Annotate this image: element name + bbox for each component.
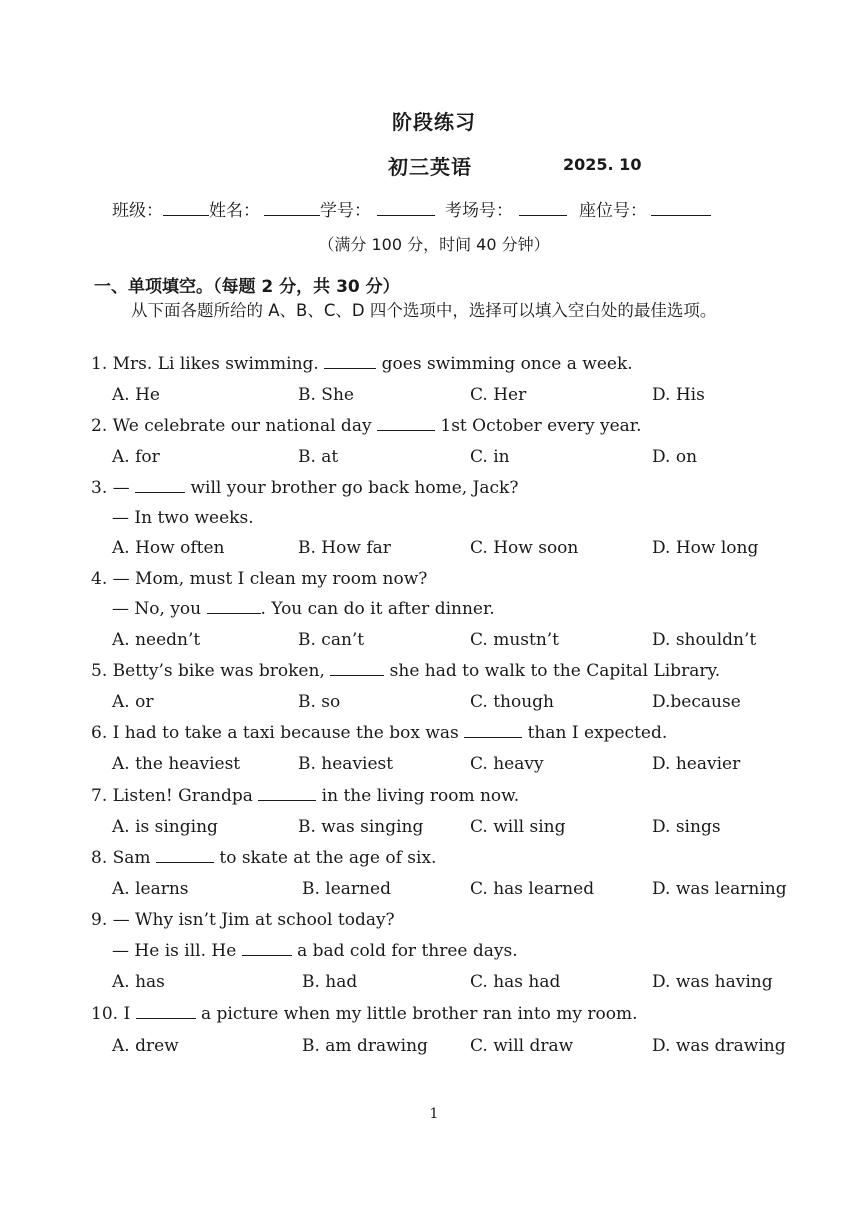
question-number: 9. <box>91 910 108 930</box>
option-a[interactable]: A. drew <box>112 1036 179 1056</box>
option-c[interactable]: C. though <box>470 692 555 712</box>
question-reply <box>112 941 518 961</box>
student-id-blank[interactable] <box>377 199 435 216</box>
option-a[interactable]: A. or <box>112 692 154 712</box>
question-number: 4. <box>91 569 108 589</box>
option-c[interactable]: C. in <box>470 447 510 467</box>
option-c[interactable]: C. heavy <box>470 754 544 774</box>
reply-text-post: a bad cold for three days. <box>291 941 518 961</box>
option-c[interactable]: C. Her <box>470 385 527 405</box>
answer-blank[interactable] <box>135 478 185 493</box>
option-b[interactable]: B. learned <box>302 879 391 899</box>
name-label: 姓名： <box>209 201 260 221</box>
class-label: 班级： <box>112 201 163 221</box>
student-info-row <box>112 196 711 221</box>
reply-text-pre: — No, you <box>112 599 207 619</box>
question-text-pre: Sam <box>112 848 156 868</box>
question-7 <box>91 786 519 806</box>
question-text-pre: We celebrate our national day <box>112 416 377 436</box>
question-text-post: she had to walk to the Capital Library. <box>384 661 721 681</box>
option-b[interactable]: B. How far <box>298 538 391 558</box>
question-text-post: in the living room now. <box>316 786 520 806</box>
question-number: 6. <box>91 723 108 743</box>
question-2 <box>91 416 641 436</box>
section-instruction: 从下面各题所给的 A、B、C、D 四个选项中，选择可以填入空白处的最佳选项。 <box>131 301 717 320</box>
question-reply <box>112 599 495 619</box>
exam-date: 2025. 10 <box>563 155 642 174</box>
question-number: 5. <box>91 661 108 681</box>
page-title: 阶段练习 <box>392 110 476 134</box>
question-text-post: a picture when my little brother ran into my room. <box>195 1004 638 1024</box>
option-a[interactable]: A. needn’t <box>112 630 201 650</box>
option-b[interactable]: B. can’t <box>298 630 365 650</box>
exam-room-blank[interactable] <box>519 199 567 216</box>
question-number: 7. <box>91 786 108 806</box>
question-text-pre: I had to take a taxi because the box was <box>112 723 465 743</box>
option-c[interactable]: C. will draw <box>470 1036 574 1056</box>
option-b[interactable]: B. so <box>298 692 341 712</box>
answer-blank[interactable] <box>464 723 522 738</box>
question-text-pre: Listen! Grandpa <box>112 786 259 806</box>
name-blank[interactable] <box>264 199 320 216</box>
reply-text-pre: — He is ill. He <box>112 941 242 961</box>
answer-blank[interactable] <box>242 941 292 956</box>
answer-blank[interactable] <box>207 599 261 614</box>
question-8 <box>91 848 436 868</box>
page-number: 1 <box>429 1106 439 1122</box>
option-d[interactable]: D. heavier <box>652 754 741 774</box>
option-d[interactable]: D. was learning <box>652 879 787 899</box>
class-blank[interactable] <box>163 199 209 216</box>
question-9 <box>91 910 395 930</box>
option-b[interactable]: B. was singing <box>298 817 424 837</box>
question-text-pre: — Mom, must I clean my room now? <box>112 569 428 589</box>
option-a[interactable]: A. How often <box>112 538 225 558</box>
option-b[interactable]: B. am drawing <box>302 1036 428 1056</box>
question-text-pre: — Why isn’t Jim at school today? <box>112 910 395 930</box>
option-c[interactable]: C. mustn’t <box>470 630 560 650</box>
option-b[interactable]: B. heaviest <box>298 754 394 774</box>
option-a[interactable]: A. is singing <box>112 817 218 837</box>
question-10 <box>91 1004 638 1024</box>
question-6 <box>91 723 667 743</box>
answer-blank[interactable] <box>330 661 384 676</box>
option-b[interactable]: B. She <box>298 385 354 405</box>
question-number: 8. <box>91 848 108 868</box>
question-5 <box>91 661 720 681</box>
question-number: 1. <box>91 354 108 374</box>
question-number: 10. <box>91 1004 119 1024</box>
option-c[interactable]: C. has had <box>470 972 561 992</box>
question-number: 2. <box>91 416 108 436</box>
option-d[interactable]: D. shouldn’t <box>652 630 757 650</box>
answer-blank[interactable] <box>258 786 316 801</box>
answer-blank[interactable] <box>136 1004 196 1019</box>
score-note: （满分 100 分，时间 40 分钟） <box>318 235 550 254</box>
option-a[interactable]: A. has <box>112 972 165 992</box>
question-number: 3. <box>91 478 108 498</box>
question-text-pre: I <box>123 1004 136 1024</box>
question-text-post: 1st October every year. <box>434 416 642 436</box>
option-a[interactable]: A. for <box>112 447 160 467</box>
question-text-post: to skate at the age of six. <box>213 848 437 868</box>
reply-text-post: . You can do it after dinner. <box>260 599 495 619</box>
subject-title: 初三英语 <box>388 155 472 179</box>
question-reply: — In two weeks. <box>112 508 254 528</box>
option-d[interactable]: D. on <box>652 447 698 467</box>
option-d[interactable]: D.because <box>652 692 741 712</box>
student-id-label: 学号： <box>320 201 371 221</box>
option-d[interactable]: D. How long <box>652 538 759 558</box>
option-a[interactable]: A. He <box>112 385 160 405</box>
question-text-pre: Betty’s bike was broken, <box>112 661 331 681</box>
option-b[interactable]: B. at <box>298 447 339 467</box>
option-d[interactable]: D. His <box>652 385 705 405</box>
option-d[interactable]: D. sings <box>652 817 721 837</box>
option-b[interactable]: B. had <box>302 972 358 992</box>
question-3 <box>91 478 518 498</box>
subtitle-row <box>0 151 868 181</box>
option-d[interactable]: D. was having <box>652 972 773 992</box>
question-text-pre: — <box>112 478 136 498</box>
question-text-post: goes swimming once a week. <box>376 354 633 374</box>
answer-blank[interactable] <box>156 848 214 863</box>
section-heading: 一、单项填空。（每题 2 分，共 30 分） <box>94 277 400 297</box>
answer-blank[interactable] <box>377 416 435 431</box>
seat-blank[interactable] <box>651 199 711 216</box>
option-c[interactable]: C. How soon <box>470 538 579 558</box>
option-a[interactable]: A. learns <box>112 879 189 899</box>
question-text-post: than I expected. <box>522 723 668 743</box>
option-a[interactable]: A. the heaviest <box>112 754 241 774</box>
answer-blank[interactable] <box>324 354 376 369</box>
question-1 <box>91 354 633 374</box>
question-4 <box>91 569 427 589</box>
option-d[interactable]: D. was drawing <box>652 1036 786 1056</box>
seat-label: 座位号： <box>579 201 647 221</box>
question-text-pre: Mrs. Li likes swimming. <box>112 354 325 374</box>
question-text-post: will your brother go back home, Jack? <box>185 478 519 498</box>
option-c[interactable]: C. has learned <box>470 879 595 899</box>
option-c[interactable]: C. will sing <box>470 817 566 837</box>
exam-room-label: 考场号： <box>445 201 513 221</box>
